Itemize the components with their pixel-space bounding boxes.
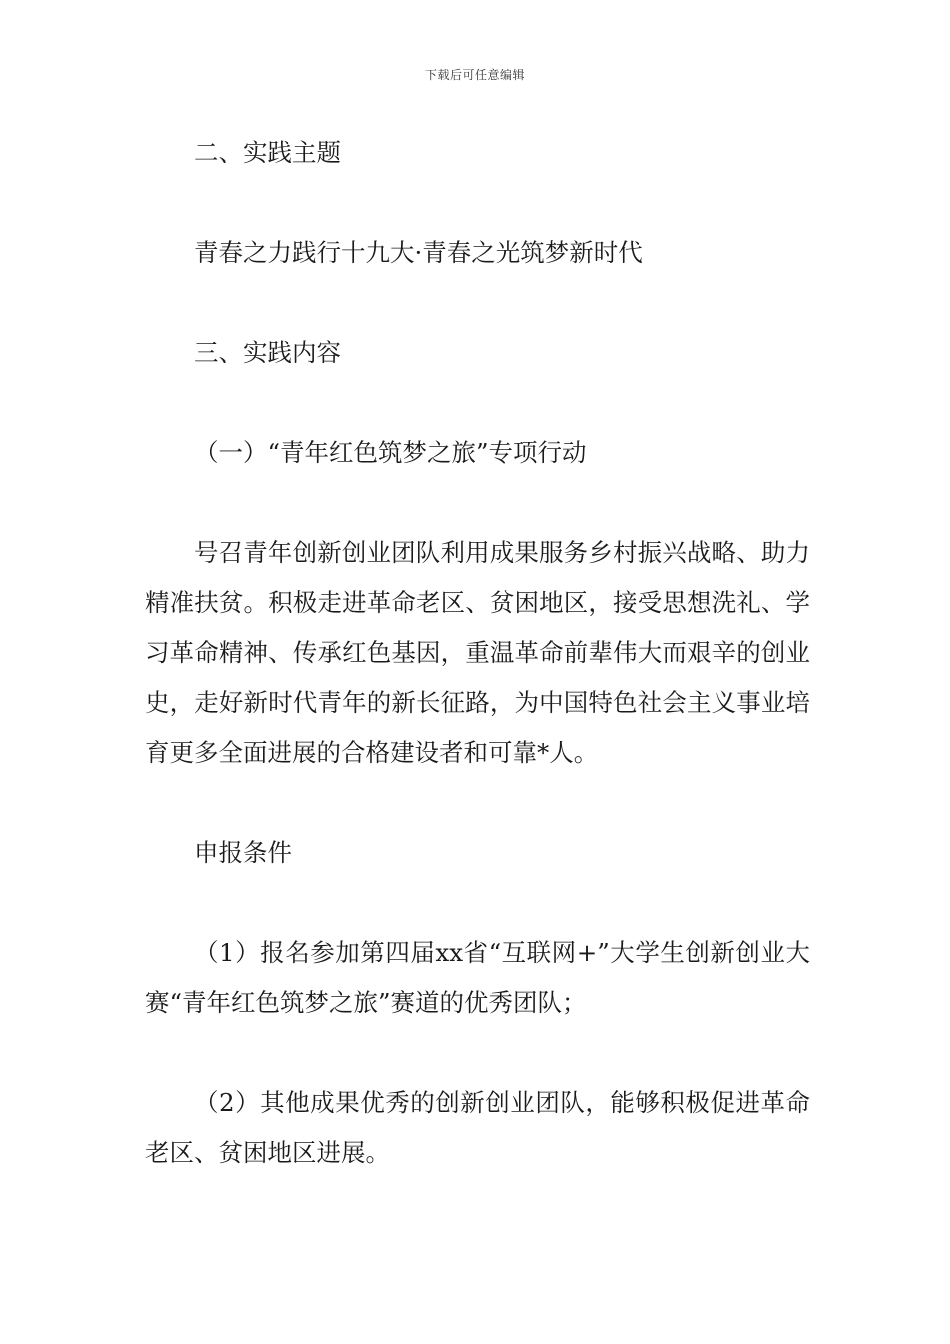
header-note: 下载后可任意编辑	[424, 68, 525, 82]
theme-text: 青春之力践行十九大·青春之光筑梦新时代	[194, 238, 643, 267]
condition-2: （2）其他成果优秀的创新创业团队，能够积极促进革命老区、贫困地区进展。	[145, 1088, 810, 1167]
section-three-title: 三、实践内容	[194, 338, 341, 367]
condition-1: （1）报名参加第四届xx省“互联网+”大学生创新创业大赛“青年红色筑梦之旅”赛道的优秀团队；	[145, 938, 810, 1017]
section-two-title: 二、实践主题	[194, 138, 341, 167]
paragraph-main: 号召青年创新创业团队利用成果服务乡村振兴战略、助力精准扶贫。积极走进革命老区、贫困地区，接受思想洗礼、学习革命精神、传承红色基因，重温革命前辈伟大而艰辛的创业史，走好新时代青年的新长征路，为中国特色社会主义事业培育更多全面进展的合格建设者和可靠*人。	[145, 538, 810, 767]
document-body	[145, 128, 810, 1178]
subsection-one-title: （一）“青年红色筑梦之旅”专项行动	[194, 438, 587, 467]
conditions-title: 申报条件	[194, 838, 292, 867]
